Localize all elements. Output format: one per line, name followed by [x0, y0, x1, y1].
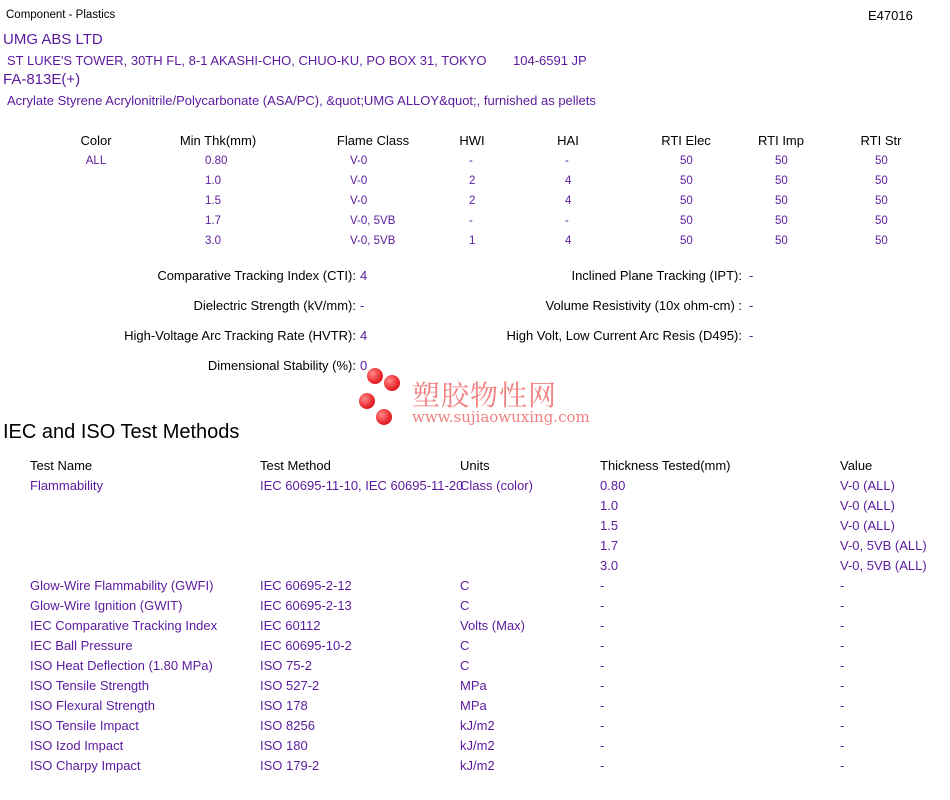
iec-cell: 3.0	[600, 558, 619, 573]
ratings-cell: 4	[565, 175, 572, 187]
ratings-cell: -	[565, 155, 569, 167]
iec-cell: -	[840, 678, 845, 693]
ratings-cell: 1.0	[205, 175, 221, 187]
ratings-cell: 4	[565, 195, 572, 207]
iec-cell: 1.0	[600, 498, 619, 513]
iec-cell: -	[840, 758, 845, 773]
property-value: -	[749, 298, 754, 313]
ratings-header-cell: Color	[80, 133, 112, 148]
product-name: FA-813E(+)	[3, 71, 81, 88]
iec-cell: -	[840, 618, 845, 633]
iec-cell: 0.80	[600, 478, 626, 493]
iec-cell: -	[840, 698, 845, 713]
iec-cell: -	[840, 738, 845, 753]
ratings-cell: 1.5	[205, 195, 221, 207]
company-address: ST LUKE'S TOWER, 30TH FL, 8-1 AKASHI-CHO, CHUO-KU, PO BOX 31, TOKYO	[7, 53, 487, 68]
ratings-cell: 50	[680, 235, 693, 247]
iec-cell: ISO Heat Deflection (1.80 MPa)	[30, 658, 213, 673]
ratings-header-cell: HAI	[557, 133, 579, 148]
iec-cell: Volts (Max)	[460, 618, 526, 633]
iec-cell: ISO Tensile Strength	[30, 678, 149, 693]
ratings-cell: 4	[565, 235, 572, 247]
property-label: Dimensional Stability (%):	[207, 358, 356, 373]
ratings-cell: V-0, 5VB	[350, 235, 396, 247]
watermark-dot	[384, 375, 400, 391]
iec-cell: -	[600, 698, 605, 713]
iec-cell: -	[600, 578, 605, 593]
iec-cell: -	[840, 658, 845, 673]
iec-cell: V-0 (ALL)	[840, 518, 895, 533]
iec-cell: -	[840, 598, 845, 613]
property-label: High-Voltage Arc Tracking Rate (HVTR):	[124, 328, 356, 343]
property-label: Volume Resistivity (10x ohm-cm) :	[545, 298, 742, 313]
iec-cell: -	[600, 658, 605, 673]
ratings-cell: 3.0	[205, 235, 221, 247]
iec-cell: ISO Izod Impact	[30, 738, 124, 753]
iec-cell: Glow-Wire Flammability (GWFI)	[30, 578, 214, 593]
ratings-cell: 1.7	[205, 215, 221, 227]
ratings-header-cell: RTI Imp	[758, 133, 804, 148]
iec-header-cell: Test Name	[30, 458, 93, 473]
iec-cell: -	[600, 718, 605, 733]
iec-cell: ISO 178	[260, 698, 308, 713]
watermark-dot	[359, 393, 375, 409]
iec-cell: -	[600, 618, 605, 633]
iec-cell: C	[460, 598, 470, 613]
iec-cell: V-0, 5VB (ALL)	[840, 538, 927, 553]
iec-cell: ISO 180	[260, 738, 308, 753]
watermark-cn-text: 塑胶物性网	[412, 379, 558, 412]
iec-cell: 1.7	[600, 538, 619, 553]
iec-header-cell: Test Method	[260, 458, 331, 473]
watermark-url: www.sujiaowuxing.com	[412, 408, 590, 426]
category-label: Component - Plastics	[6, 9, 116, 21]
iec-cell: C	[460, 658, 470, 673]
ratings-cell: 50	[775, 155, 788, 167]
property-label: Dielectric Strength (kV/mm):	[193, 298, 356, 313]
ratings-cell: 2	[469, 175, 476, 187]
iec-cell: -	[600, 598, 605, 613]
ratings-cell: 50	[680, 175, 693, 187]
iec-cell: kJ/m2	[460, 718, 495, 733]
iec-cell: ISO 179-2	[260, 758, 320, 773]
ratings-header-cell: RTI Elec	[661, 133, 711, 148]
iec-cell: C	[460, 638, 470, 653]
iec-cell: ISO 8256	[260, 718, 315, 733]
iec-cell: V-0, 5VB (ALL)	[840, 558, 927, 573]
iec-cell: C	[460, 578, 470, 593]
iec-cell: ISO Charpy Impact	[30, 758, 141, 773]
iec-cell: Class (color)	[460, 478, 533, 493]
iec-cell: IEC 60695-2-13	[260, 598, 352, 613]
iec-cell: V-0 (ALL)	[840, 478, 895, 493]
ratings-cell: -	[469, 155, 473, 167]
property-label: Inclined Plane Tracking (IPT):	[571, 268, 742, 283]
iec-cell: IEC 60695-2-12	[260, 578, 352, 593]
iec-cell: kJ/m2	[460, 738, 495, 753]
iec-cell: IEC 60112	[260, 618, 321, 633]
property-value: 4	[360, 328, 368, 343]
property-value: 4	[360, 268, 368, 283]
ratings-cell: 50	[875, 195, 888, 207]
ratings-cell: V-0, 5VB	[350, 215, 396, 227]
ratings-cell: V-0	[350, 175, 368, 187]
iec-cell: IEC Ball Pressure	[30, 638, 133, 653]
ratings-cell: 2	[469, 195, 476, 207]
iec-cell: ISO 75-2	[260, 658, 313, 673]
iec-section-title: IEC and ISO Test Methods	[3, 421, 240, 443]
iec-cell: ISO 527-2	[260, 678, 320, 693]
ratings-cell: 50	[680, 155, 693, 167]
property-label: Comparative Tracking Index (CTI):	[157, 268, 356, 283]
iec-cell: -	[840, 638, 845, 653]
ratings-header-cell: RTI Str	[860, 133, 902, 148]
property-value: -	[360, 298, 365, 313]
iec-cell: MPa	[460, 698, 487, 713]
iec-cell: IEC 60695-10-2	[260, 638, 352, 653]
ratings-cell: ALL	[85, 155, 107, 167]
iec-header-cell: Units	[460, 458, 490, 473]
ratings-cell: -	[469, 215, 473, 227]
ratings-cell: 1	[469, 235, 476, 247]
property-label: High Volt, Low Current Arc Resis (D495):	[506, 328, 742, 343]
file-number: E47016	[868, 8, 913, 23]
ratings-cell: -	[565, 215, 569, 227]
iec-cell: ISO Flexural Strength	[30, 698, 155, 713]
iec-cell: V-0 (ALL)	[840, 498, 895, 513]
ratings-cell: 50	[775, 215, 788, 227]
iec-cell: -	[600, 638, 605, 653]
iec-cell: -	[840, 718, 845, 733]
ratings-cell: 0.80	[205, 155, 228, 167]
iec-cell: MPa	[460, 678, 487, 693]
ratings-cell: V-0	[350, 155, 368, 167]
ratings-cell: 50	[875, 155, 888, 167]
iec-cell: Flammability	[30, 478, 103, 493]
ratings-header-cell: HWI	[459, 133, 485, 148]
iec-cell: IEC 60695-11-10, IEC 60695-11-20	[260, 478, 464, 493]
ratings-cell: 50	[875, 235, 888, 247]
iec-cell: IEC Comparative Tracking Index	[30, 618, 218, 633]
ratings-cell: 50	[775, 175, 788, 187]
iec-cell: -	[600, 738, 605, 753]
ratings-cell: 50	[775, 195, 788, 207]
property-value: -	[749, 268, 754, 283]
product-description: Acrylate Styrene Acrylonitrile/Polycarbonate (ASA/PC), &quot;UMG ALLOY&quot;, furnished as pellets	[7, 93, 596, 108]
iec-cell: Glow-Wire Ignition (GWIT)	[30, 598, 183, 613]
ratings-header-cell: Min Thk(mm)	[179, 133, 257, 148]
iec-cell: 1.5	[600, 518, 619, 533]
company-name: UMG ABS LTD	[3, 31, 103, 48]
ratings-cell: V-0	[350, 195, 368, 207]
company-postal: 104-6591 JP	[513, 53, 587, 68]
iec-cell: -	[600, 678, 605, 693]
iec-cell: kJ/m2	[460, 758, 495, 773]
property-value: 0	[360, 358, 368, 373]
ratings-cell: 50	[680, 195, 693, 207]
property-value: -	[749, 328, 754, 343]
ratings-header-cell: Flame Class	[336, 133, 410, 148]
watermark-dot	[367, 368, 383, 384]
iec-header-cell: Value	[840, 458, 873, 473]
ratings-cell: 50	[875, 175, 888, 187]
iec-cell: ISO Tensile Impact	[30, 718, 139, 733]
iec-header-cell: Thickness Tested(mm)	[600, 458, 731, 473]
iec-cell: -	[600, 758, 605, 773]
iec-cell: -	[840, 578, 845, 593]
ratings-cell: 50	[775, 235, 788, 247]
ratings-cell: 50	[680, 215, 693, 227]
watermark-dot	[376, 409, 392, 425]
ratings-cell: 50	[875, 215, 888, 227]
